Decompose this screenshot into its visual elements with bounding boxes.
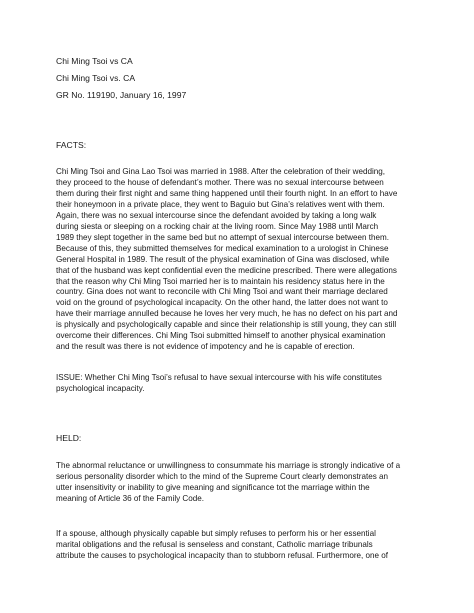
facts-line: during siesta or sleeping on a rocking chair at the living room. Since May 1988 until March [56,221,379,231]
facts-line: 1989 they slept together in the same bed but no attempt of sexual intercourse between them. [56,232,389,242]
facts-line: is physically and psychologically capable and since their relationship is still young, they can still [56,320,397,330]
facts-heading: FACTS: [56,140,87,150]
facts-line: that the reason why Chi Ming Tsoi married her is to maintain his residency status here in the [56,276,385,286]
facts-line: overcome their differences. Chi Ming Tsoi submitted himself to another physical examination [56,331,386,341]
held-line: attribute the causes to psychological incapacity than to stubborn refusal. Furthermore, one of [56,550,389,560]
facts-line: Because of this, they submitted themselves for medical examination to a urologist in Chinese [56,243,389,253]
case-title-alt: Chi Ming Tsoi vs. CA [56,73,136,83]
held-line: utter insensitivity or inability to give meaning and significance tot the marriage within the [56,482,370,492]
facts-line: have their marriage annulled because he loves her very much, he has no defect on his part and [56,309,398,319]
case-citation: GR No. 119190, January 16, 1997 [56,90,187,100]
facts-line: they proceed to the house of defendant’s mother. There was no sexual intercourse between [56,177,384,187]
case-title: Chi Ming Tsoi vs CA [56,56,133,66]
issue-line: ISSUE: Whether Chi Ming Tsoi’s refusal to have sexual intercourse with his wife constitutes [56,373,382,382]
held-heading: HELD: [56,433,82,443]
facts-line: them during their first night and same thing happened until their fourth night. In an effort to have [56,188,398,198]
held-line: marital obligations and the refusal is senseless and constant, Catholic marriage tribunals [56,539,373,549]
facts-paragraph [56,167,428,353]
held-line: If a spouse, although physically capable but simply refuses to perform his or her essential [56,529,376,538]
held-paragraph-1 [56,461,428,505]
held-line: meaning of Article 36 of the Family Code. [56,493,205,503]
facts-line: and the result was there is not evidence of impotency and he is capable of erection. [56,342,355,352]
facts-line: Chi Ming Tsoi and Gina Lao Tsoi was married in 1988. After the celebration of their wedding, [56,167,386,176]
issue-line: psychological incapacity. [56,383,145,393]
facts-line: Again, there was no sexual intercourse since the defendant avoided by taking a long walk [56,210,377,220]
held-line: serious personality disorder which to the mind of the Supreme Court clearly demonstrates an [56,471,389,481]
issue-paragraph [56,373,428,395]
held-paragraph-2 [56,529,428,562]
facts-line: void on the ground of psychological incapacity. On the other hand, the latter does not want to [56,298,388,308]
facts-line: country. Gina does not want to reconcile with Chi Ming Tsoi and want their marriage declared [56,287,388,297]
facts-line: General Hospital in 1989. The result of the physical examination of Gina was disclosed, while [56,254,390,264]
held-line: The abnormal reluctance or unwillingness to consummate his marriage is strongly indicative of a [56,461,401,470]
facts-line: their honeymoon in a private place, they went to Baguio but Gina’s relatives went with them. [56,199,385,209]
facts-line: that of the husband was kept confidential even the medicine prescribed. There were allegations [56,265,397,275]
